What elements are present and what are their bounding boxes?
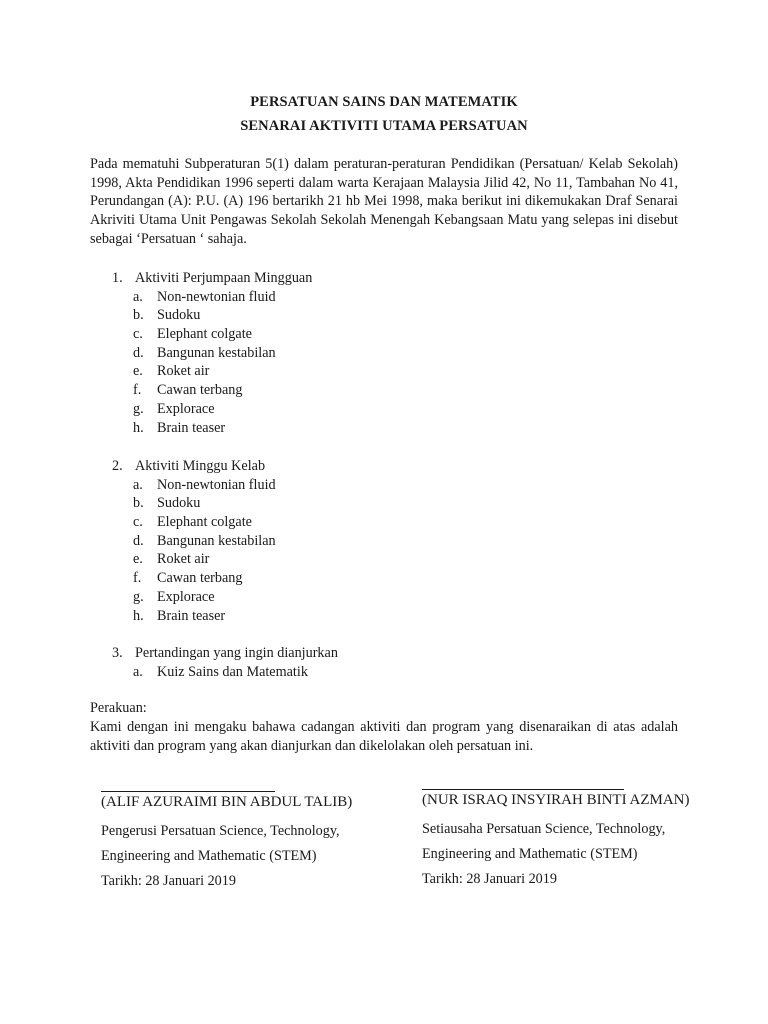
declaration-label: Perakuan: — [90, 700, 147, 716]
section-weekly-meeting — [112, 269, 312, 437]
activity-list — [112, 288, 312, 438]
document-subtitle: SENARAI AKTIVITI UTAMA PERSATUAN — [240, 118, 528, 134]
list-item: g. Explorace — [133, 588, 215, 605]
section-number: 2. — [112, 458, 123, 474]
signature-block-chairman — [101, 791, 381, 894]
activity-list — [112, 663, 338, 682]
list-item: b. Sudoku — [133, 495, 201, 512]
list-item: e. Roket air — [133, 551, 210, 568]
signatory-role: Pengerusi Persatuan Science, Technology, Engineering and Mathematic (STEM) — [101, 823, 340, 864]
section-title: Aktiviti Perjumpaan Mingguan — [135, 270, 313, 286]
section-club-week — [112, 457, 276, 625]
list-item: d. Bangunan kestabilan — [133, 344, 276, 361]
list-item: e. Roket air — [133, 363, 210, 380]
signatory-role: Setiausaha Persatuan Science, Technology, Engineering and Mathematic (STEM) — [422, 821, 666, 862]
activity-list — [112, 476, 276, 626]
list-item: a. Non-newtonian fluid — [133, 288, 276, 305]
section-title: Aktiviti Minggu Kelab — [135, 458, 266, 474]
section-number: 3. — [112, 645, 123, 661]
list-item: a. Kuiz Sains dan Matematik — [133, 663, 308, 680]
section-number: 1. — [112, 270, 123, 286]
section-competition — [112, 644, 338, 681]
document-title: PERSATUAN SAINS DAN MATEMATIK — [250, 94, 518, 110]
section-heading — [112, 269, 312, 288]
list-item: g. Explorace — [133, 400, 215, 417]
list-item: b. Sudoku — [133, 307, 201, 324]
signature-block-secretary — [422, 789, 722, 892]
section-heading — [112, 457, 276, 476]
list-item: h. Brain teaser — [133, 419, 226, 436]
signature-line — [101, 791, 275, 792]
list-item: c. Elephant colgate — [133, 514, 252, 531]
section-heading — [112, 644, 338, 663]
signature-line — [422, 789, 624, 790]
list-item: c. Elephant colgate — [133, 326, 252, 343]
list-item: a. Non-newtonian fluid — [133, 476, 276, 493]
list-item: h. Brain teaser — [133, 607, 226, 624]
list-item: f. Cawan terbang — [133, 570, 243, 587]
signatory-name: (NUR ISRAQ INSYIRAH BINTI AZMAN) — [422, 792, 690, 808]
signature-date: Tarikh: 28 Januari 2019 — [101, 873, 236, 889]
signatory-name: (ALIF AZURAIMI BIN ABDUL TALIB) — [101, 794, 353, 810]
list-item: d. Bangunan kestabilan — [133, 532, 276, 549]
intro-paragraph: Pada mematuhi Subperaturan 5(1) dalam peraturan-peraturan Pendidikan (Persatuan/ Kelab Sekolah) 1998, Akta Pendidikan 1996 seperti dalam warta Kerajaan Malaysia Jilid 42, No 11, Tambahan No 41, Perundangan (A): P.U. (A) 196 bertarikh 21 hb Mei 1998, maka berikut ini dikemukakan Draf Senarai Akriviti Utama Unit Pengawas Sekolah Sekolah Menengah Kebangsaan Matu yang selepas ini disebut sebagai ‘Persatuan ‘ sahaja. — [90, 156, 678, 247]
section-title: Pertandingan yang ingin dianjurkan — [135, 645, 338, 661]
list-item: f. Cawan terbang — [133, 382, 243, 399]
signature-date: Tarikh: 28 Januari 2019 — [422, 871, 557, 887]
declaration-text: Kami dengan ini mengaku bahawa cadangan aktiviti dan program yang disenaraikan di atas adalah aktiviti dan program yang akan dianjurkan dan dikelolakan oleh persatuan ini. — [90, 719, 678, 754]
